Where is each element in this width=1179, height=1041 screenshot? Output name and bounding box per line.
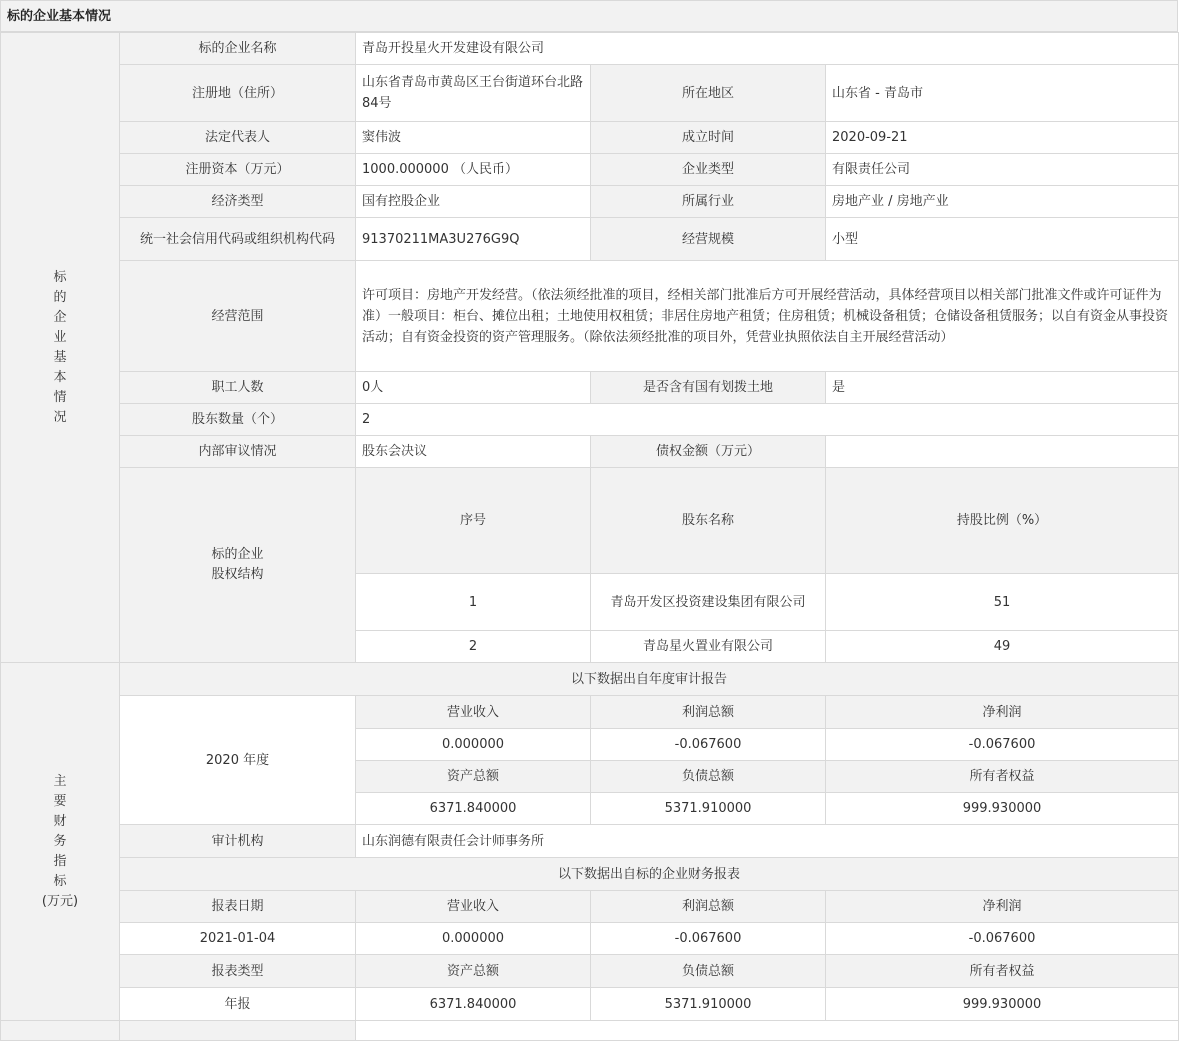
- table-row: [1, 955, 1179, 988]
- audit-assets: 6371.840000: [356, 793, 591, 825]
- table-row: [1, 663, 1179, 696]
- equity-row-no: 1: [356, 574, 591, 631]
- shareholders-count-label: 股东数量（个）: [120, 404, 356, 436]
- report-net-profit: -0.067600: [826, 923, 1179, 955]
- company-type-value: 有限责任公司: [826, 154, 1179, 186]
- table-row: [1, 923, 1179, 955]
- table-row: [1, 186, 1179, 218]
- audit-header-equity: 所有者权益: [826, 761, 1179, 793]
- table-row: [1, 858, 1179, 891]
- equity-header-name: 股东名称: [591, 468, 826, 574]
- table-row: [1, 468, 1179, 574]
- report-liabilities: 5371.910000: [591, 988, 826, 1021]
- review-label: 内部审议情况: [120, 436, 356, 468]
- report-caption: 以下数据出自标的企业财务报表: [120, 858, 1179, 891]
- report-date-value: 2021-01-04: [120, 923, 356, 955]
- region-value: 山东省 - 青岛市: [826, 65, 1179, 122]
- audit-revenue: 0.000000: [356, 729, 591, 761]
- audit-net-profit: -0.067600: [826, 729, 1179, 761]
- table-row: [1, 218, 1179, 261]
- econ-type-value: 国有控股企业: [356, 186, 591, 218]
- equity-header-no: 序号: [356, 468, 591, 574]
- company-type-label: 企业类型: [591, 154, 826, 186]
- report-type-label: 报表类型: [120, 955, 356, 988]
- audit-header-profit: 利润总额: [591, 696, 826, 729]
- basic-section-text: 标 的 企 业 基 本 情 况: [53, 269, 67, 425]
- industry-label: 所属行业: [591, 186, 826, 218]
- finance-section-text: 主 要 财 务 指 标 (万元): [41, 773, 79, 909]
- audit-profit: -0.067600: [591, 729, 826, 761]
- scope-value: 许可项目：房地产开发经营。（依法须经批准的项目，经相关部门批准后方可开展经营活动，具体经营项目以相关部门批准文件或许可证件为准）一般项目：柜台、摊位出租；土地使用权租赁；非居住房地产租赁；住房租赁；机械设备租赁；仓储设备租赁服务；以自有资金从事投资活动；自有资金投资的资产管理服务。（除依法须经批准的项目外，凭营业执照依法自主开展经营活动）: [356, 261, 1179, 372]
- equity-row-ratio: 51: [826, 574, 1179, 631]
- econ-type-label: 经济类型: [120, 186, 356, 218]
- report-header-equity: 所有者权益: [826, 955, 1179, 988]
- table-row: [1, 825, 1179, 858]
- region-label: 所在地区: [591, 65, 826, 122]
- table-row: [1, 988, 1179, 1021]
- founded-value: 2020-09-21: [826, 122, 1179, 154]
- legal-rep-label: 法定代表人: [120, 122, 356, 154]
- audit-header-net-profit: 净利润: [826, 696, 1179, 729]
- audit-liabilities: 5371.910000: [591, 793, 826, 825]
- report-header-liabilities: 负债总额: [591, 955, 826, 988]
- debt-label: 债权金额（万元）: [591, 436, 826, 468]
- table-row: [1, 122, 1179, 154]
- report-type-value: 年报: [120, 988, 356, 1021]
- audit-header-assets: 资产总额: [356, 761, 591, 793]
- capital-label: 注册资本（万元）: [120, 154, 356, 186]
- table-row: [1, 891, 1179, 923]
- allocated-land-value: 是: [826, 372, 1179, 404]
- equity-row-no: 2: [356, 631, 591, 663]
- report-equity: 999.930000: [826, 988, 1179, 1021]
- report-header-profit: 利润总额: [591, 891, 826, 923]
- equity-row-ratio: 49: [826, 631, 1179, 663]
- report-header-net-profit: 净利润: [826, 891, 1179, 923]
- address-label: 注册地（住所）: [120, 65, 356, 122]
- next-row-cut: [1, 1021, 120, 1041]
- shareholders-count-value: 2: [356, 404, 1179, 436]
- credit-code-value: 91370211MA3U276G9Q: [356, 218, 591, 261]
- founded-label: 成立时间: [591, 122, 826, 154]
- allocated-land-label: 是否含有国有划拨土地: [591, 372, 826, 404]
- audit-caption: 以下数据出自年度审计报告: [120, 663, 1179, 696]
- table-row: [1, 65, 1179, 122]
- address-value: 山东省青岛市黄岛区王台街道环台北路84号: [356, 65, 591, 122]
- scale-value: 小型: [826, 218, 1179, 261]
- scope-label: 经营范围: [120, 261, 356, 372]
- equity-row-name: 青岛星火置业有限公司: [591, 631, 826, 663]
- legal-rep-value: 窦伟波: [356, 122, 591, 154]
- equity-row-name: 青岛开发区投资建设集团有限公司: [591, 574, 826, 631]
- audit-header-revenue: 营业收入: [356, 696, 591, 729]
- name-label: 标的企业名称: [120, 33, 356, 65]
- credit-code-label: 统一社会信用代码或组织机构代码: [120, 218, 356, 261]
- next-row-cut: [120, 1021, 356, 1041]
- audit-year: 2020 年度: [120, 696, 356, 825]
- auditor-value: 山东润德有限责任会计师事务所: [356, 825, 1179, 858]
- enterprise-info-table: [0, 32, 1179, 1041]
- name-value: 青岛开投星火开发建设有限公司: [356, 33, 1179, 65]
- table-row: [1, 696, 1179, 729]
- table-row: [1, 261, 1179, 372]
- report-revenue: 0.000000: [356, 923, 591, 955]
- report-date-label: 报表日期: [120, 891, 356, 923]
- report-header-revenue: 营业收入: [356, 891, 591, 923]
- capital-value: 1000.000000 （人民币）: [356, 154, 591, 186]
- section-title: 标的企业基本情况: [0, 0, 1178, 32]
- table-row: [1, 404, 1179, 436]
- equity-header-ratio: 持股比例（%）: [826, 468, 1179, 574]
- debt-value: [826, 436, 1179, 468]
- table-row: [1, 436, 1179, 468]
- report-profit: -0.067600: [591, 923, 826, 955]
- report-assets: 6371.840000: [356, 988, 591, 1021]
- auditor-label: 审计机构: [120, 825, 356, 858]
- table-row: [1, 372, 1179, 404]
- next-row-cut: [356, 1021, 1179, 1041]
- industry-value: 房地产业 / 房地产业: [826, 186, 1179, 218]
- table-row: [1, 154, 1179, 186]
- scale-label: 经营规模: [591, 218, 826, 261]
- audit-equity: 999.930000: [826, 793, 1179, 825]
- staff-label: 职工人数: [120, 372, 356, 404]
- table-row: [1, 1021, 1179, 1041]
- review-value: 股东会决议: [356, 436, 591, 468]
- table-row: [1, 33, 1179, 65]
- equity-section-text: 标的企业 股权结构: [211, 547, 264, 582]
- audit-header-liabilities: 负债总额: [591, 761, 826, 793]
- finance-section-label: [1, 663, 120, 1021]
- staff-value: 0人: [356, 372, 591, 404]
- report-header-assets: 资产总额: [356, 955, 591, 988]
- equity-section-label: [120, 468, 356, 663]
- basic-section-label: [1, 33, 120, 663]
